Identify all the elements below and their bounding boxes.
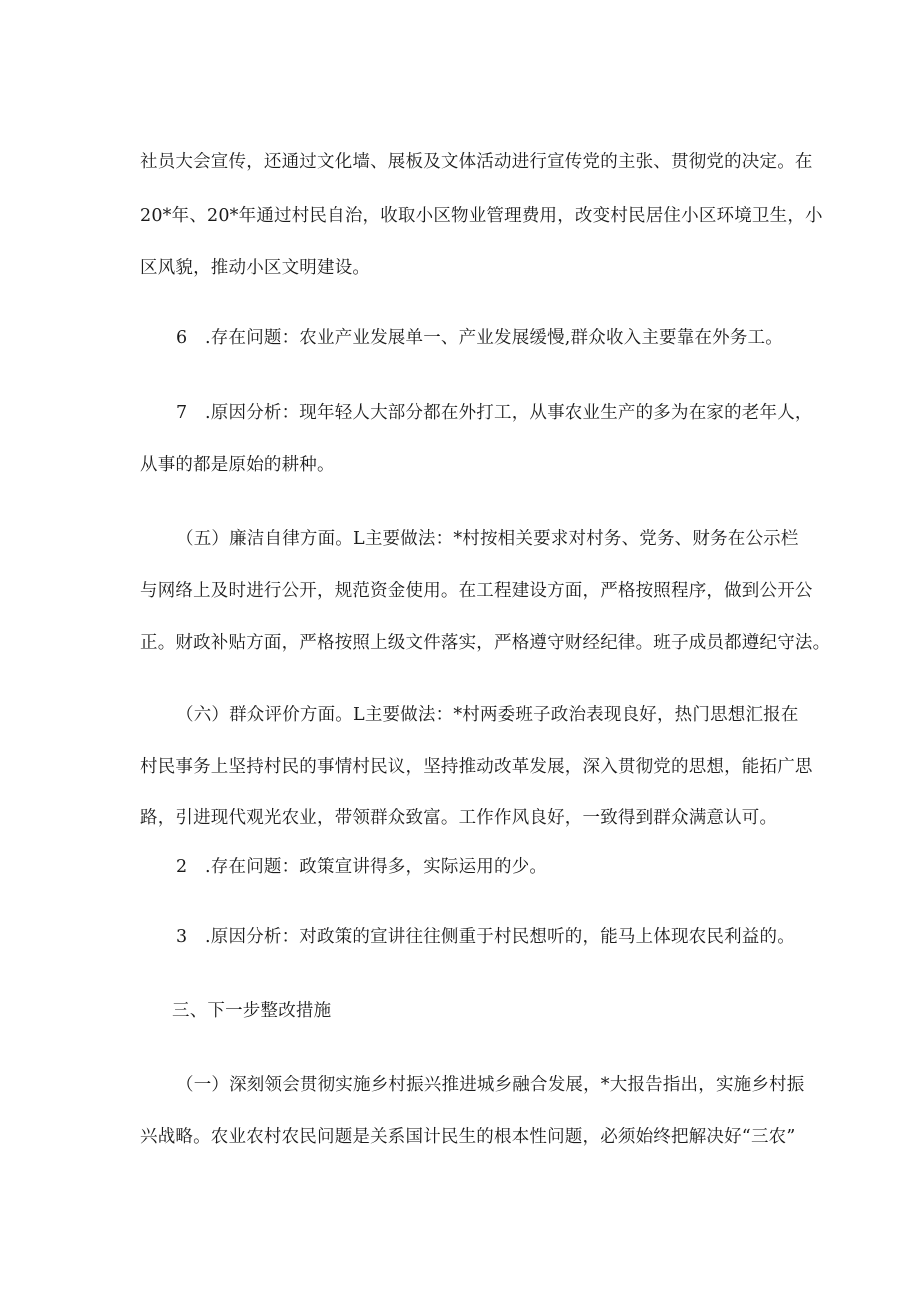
problem-item-2: 2 .存在问题：政策宣讲得多，实际运用的少。 (176, 857, 548, 877)
text-line-2: 20*年、20*年通过村民自治，收取小区物业管理费用，改变村民居住小区环境卫生，小 (140, 206, 823, 226)
analysis-item-3: 3 .原因分析：对政策的宣讲往往侧重于村民想听的，能马上体现农民利益的。 (176, 927, 795, 947)
measure-one-line-2: 兴战略。农业农村农民问题是关系国计民生的根本性问题，必须始终把解决好“三农” (140, 1127, 796, 1147)
section-six-line-3: 路，引进现代观光农业，带领群众致富。工作作风良好，一致得到群众满意认可。 (140, 808, 778, 828)
section-five-line-2: 与网络上及时进行公开，规范资金使用。在工程建设方面，严格按照程序，做到公开公 (140, 581, 813, 601)
text-line-1: 社员大会宣传，还通过文化墙、展板及文体活动进行宣传党的主张、贯彻党的决定。在 (140, 152, 813, 172)
text-line-3: 区风貌，推动小区文明建设。 (140, 258, 371, 278)
problem-item-6: 6 .存在问题：农业产业发展单一、产业发展缓慢,群众收入主要靠在外务工。 (176, 328, 783, 348)
section-five-line-3: 正。财政补贴方面，严格按照上级文件落实，严格遵守财经纪律。班子成员都遵纪守法。 (140, 633, 831, 653)
measure-one-line-1: （一）深刻领会贯彻实施乡村振兴推进城乡融合发展，*大报告指出，实施乡村振 (176, 1075, 805, 1095)
analysis-item-7-cont: 从事的都是原始的耕种。 (140, 455, 335, 475)
section-heading-next-steps: 三、下一步整改措施 (172, 1001, 332, 1021)
analysis-item-7: 7 .原因分析：现年轻人大部分都在外打工，从事农业生产的多为在家的老年人， (176, 403, 813, 423)
section-six-line-1: （六）群众评价方面。L主要做法：*村两委班子政治表现良好，热门思想汇报在 (176, 705, 799, 725)
section-five-line-1: （五）廉洁自律方面。L主要做法：*村按相关要求对村务、党务、财务在公示栏 (176, 529, 799, 549)
section-six-line-2: 村民事务上坚持村民的事情村民议，坚持推动改革发展，深入贯彻党的思想，能拓广思 (140, 757, 813, 777)
